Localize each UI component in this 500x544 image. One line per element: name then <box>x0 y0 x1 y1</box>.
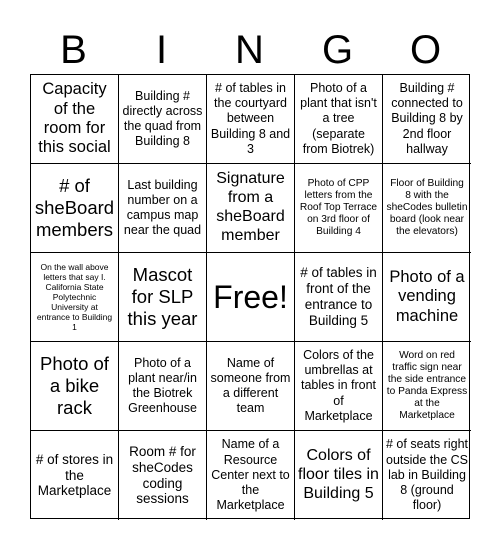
bingo-cell-r5c3[interactable]: Name of a Resource Center next to the Marketplace <box>207 431 295 520</box>
bingo-card-grid <box>30 74 470 519</box>
bingo-cell-r1c2[interactable]: Building # directly across the quad from Building 8 <box>119 75 207 164</box>
bingo-cell-free[interactable]: Free! <box>207 253 295 342</box>
header-letter-n: N <box>235 28 265 72</box>
bingo-cell-r5c4[interactable]: Colors of floor tiles in Building 5 <box>295 431 383 520</box>
header-letter-g: G <box>321 28 355 72</box>
bingo-cell-r1c5[interactable]: Building # connected to Building 8 by 2nd floor hallway <box>383 75 471 164</box>
header-letter-b: B <box>60 28 88 72</box>
bingo-cell-r3c5[interactable]: Photo of a vending machine <box>383 253 471 342</box>
bingo-cell-r4c3[interactable]: Name of someone from a different team <box>207 342 295 431</box>
bingo-cell-r3c1[interactable]: On the wall above letters that say I. California State Polytechnic University at entrance to Building 1 <box>31 253 119 342</box>
bingo-cell-r5c2[interactable]: Room # for sheCodes coding sessions <box>119 431 207 520</box>
header-letter-i: I <box>155 28 169 72</box>
bingo-cell-r4c4[interactable]: Colors of the umbrellas at tables in front of Marketplace <box>295 342 383 431</box>
bingo-cell-r5c5[interactable]: # of seats right outside the CS lab in Building 8 (ground floor) <box>386 437 468 513</box>
bingo-cell-r1c1[interactable]: Capacity of the room for this social <box>31 75 119 164</box>
bingo-cell-r4c1[interactable]: Photo of a bike rack <box>31 342 119 431</box>
bingo-cell-r2c5[interactable]: Floor of Building 8 with the sheCodes bulletin board (look near the elevators) <box>383 164 471 253</box>
bingo-cell-r3c2[interactable]: Mascot for SLP this year <box>119 253 207 342</box>
bingo-cell-r1c3[interactable]: # of tables in the courtyard between Building 8 and 3 <box>207 75 295 164</box>
bingo-cell-r2c3[interactable]: Signature from a sheBoard member <box>207 164 295 253</box>
bingo-cell-r5c1[interactable]: # of stores in the Marketplace <box>31 431 119 520</box>
bingo-cell-r4c2[interactable]: Photo of a plant near/in the Biotrek Greenhouse <box>119 342 207 431</box>
bingo-cell-r1c4[interactable]: Photo of a plant that isn't a tree (separate from Biotrek) <box>295 75 383 164</box>
bingo-cell-r2c4[interactable]: Photo of CPP letters from the Roof Top Terrace on 3rd floor of Building 4 <box>295 164 383 253</box>
header-letter-o: O <box>409 28 443 72</box>
bingo-header <box>30 28 470 72</box>
bingo-cell-r2c2[interactable]: Last building number on a campus map near the quad <box>119 164 207 253</box>
bingo-cell-r3c4[interactable]: # of tables in front of the entrance to Building 5 <box>295 253 383 342</box>
bingo-cell-r4c5[interactable]: Word on red traffic sign near the side entrance to Panda Express at the Marketplace <box>383 342 471 431</box>
bingo-cell-r2c1[interactable]: # of sheBoard members <box>31 164 119 253</box>
